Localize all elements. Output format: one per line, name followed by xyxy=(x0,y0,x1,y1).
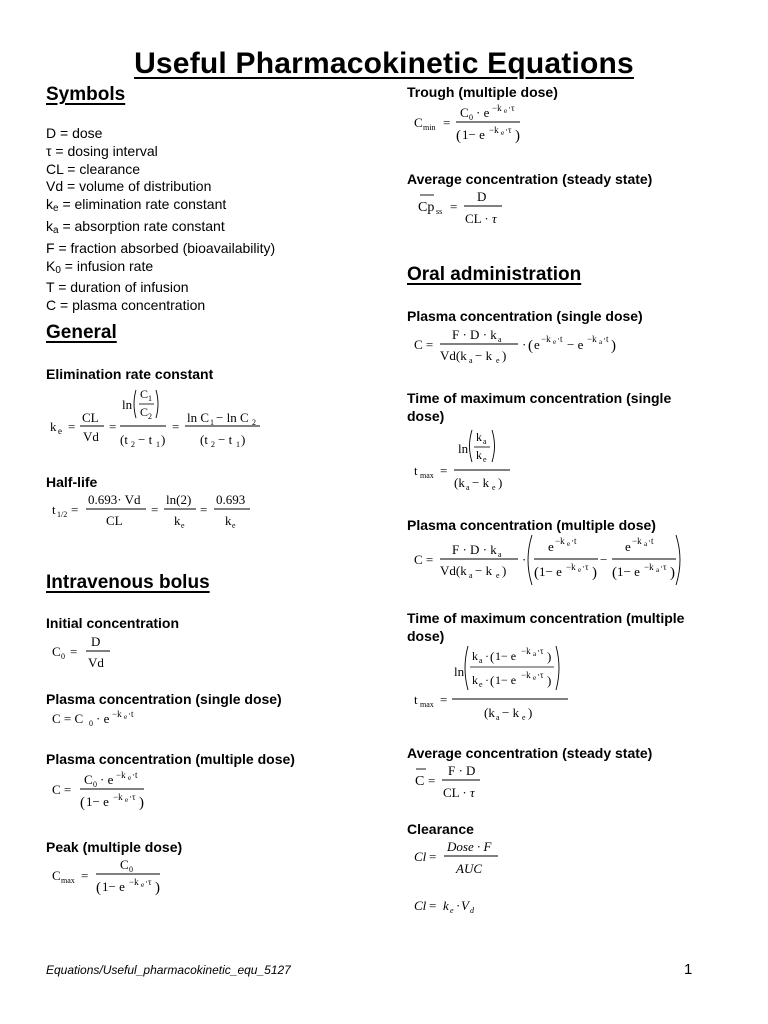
svg-text:(k: (k xyxy=(454,475,465,490)
svg-text:−k: −k xyxy=(112,709,122,719)
svg-text:ln: ln xyxy=(454,664,465,679)
svg-text:d: d xyxy=(470,906,474,915)
svg-text:e: e xyxy=(450,906,454,915)
svg-text:=: = xyxy=(429,898,437,913)
trough-equation xyxy=(412,100,542,150)
svg-text:D: D xyxy=(477,189,487,204)
oral-single-dose-equation xyxy=(412,324,632,368)
svg-text:CL ·: CL · xyxy=(443,785,467,800)
svg-text:τ: τ xyxy=(492,211,497,226)
svg-text:e: e xyxy=(128,774,132,782)
svg-text:0: 0 xyxy=(469,113,473,122)
svg-text:=: = xyxy=(151,502,159,517)
symbol-item xyxy=(46,125,275,143)
svg-text:−k: −k xyxy=(521,670,531,680)
tmax-multiple-equation xyxy=(412,642,582,726)
clearance-equation-2 xyxy=(412,892,502,918)
svg-text:): ) xyxy=(547,649,552,664)
svg-text:): ) xyxy=(670,565,675,581)
svg-text:a: a xyxy=(469,356,473,365)
svg-text:−k: −k xyxy=(116,770,126,780)
svg-text:·: · xyxy=(456,898,461,913)
svg-text:D: D xyxy=(91,634,101,649)
svg-text:2: 2 xyxy=(252,418,256,427)
svg-text:1− e: 1− e xyxy=(86,794,109,809)
svg-text:e: e xyxy=(522,713,526,722)
svg-text:C =: C = xyxy=(52,782,72,797)
oral-single-dose-label: Plasma concentration (single dose) xyxy=(407,308,643,324)
svg-text:): ) xyxy=(502,563,507,578)
oral-heading: Oral administration xyxy=(407,264,582,285)
svg-text:=: = xyxy=(428,773,436,788)
symbol-description: = dose xyxy=(56,125,103,141)
general-heading: General xyxy=(46,322,117,343)
svg-text:1/2: 1/2 xyxy=(57,510,68,519)
svg-text:CL: CL xyxy=(106,513,123,528)
svg-text:e: e xyxy=(496,356,500,365)
svg-text:C =: C = xyxy=(414,552,434,567)
svg-text:e: e xyxy=(534,337,540,352)
page-title: Useful Pharmacokinetic Equations xyxy=(134,47,634,80)
svg-text:=: = xyxy=(71,502,79,517)
svg-text:−k: −k xyxy=(632,536,642,546)
svg-text:2: 2 xyxy=(148,412,152,421)
svg-text:(: ( xyxy=(490,649,495,664)
svg-text:C: C xyxy=(415,774,425,789)
svg-text:·: · xyxy=(485,673,489,687)
svg-text:1: 1 xyxy=(210,418,214,427)
oral-multiple-dose-equation xyxy=(412,532,692,588)
svg-text:0.693· Vd: 0.693· Vd xyxy=(88,492,141,507)
svg-text:C: C xyxy=(140,405,149,419)
svg-text:Cl: Cl xyxy=(414,898,427,913)
svg-text:·τ: ·τ xyxy=(505,125,512,135)
svg-text:·t: ·t xyxy=(128,709,134,719)
svg-text:·t: ·t xyxy=(603,334,609,344)
symbols-list xyxy=(46,125,275,315)
symbol-item xyxy=(46,178,275,196)
symbol-description: = clearance xyxy=(63,160,141,177)
svg-text:−k: −k xyxy=(555,536,565,546)
trough-label: Trough (multiple dose) xyxy=(407,84,558,100)
svg-text:1: 1 xyxy=(156,440,160,449)
svg-text:Cp: Cp xyxy=(418,200,435,215)
svg-text:C: C xyxy=(460,105,469,120)
symbol-subscript: 0 xyxy=(55,264,61,276)
svg-text:(: ( xyxy=(96,880,101,896)
svg-text:C = C: C = C xyxy=(52,711,84,726)
svg-text:e: e xyxy=(483,455,487,464)
svg-text:CL: CL xyxy=(82,410,99,425)
svg-text:e: e xyxy=(501,129,505,137)
iv-multiple-dose-label: Plasma concentration (multiple dose) xyxy=(46,751,295,767)
svg-text:(t: (t xyxy=(200,432,208,447)
svg-text:=: = xyxy=(109,419,117,434)
svg-text:max: max xyxy=(61,876,75,885)
symbol-name: CL xyxy=(46,160,64,177)
clearance-label: Clearance xyxy=(407,821,474,837)
svg-text:− k: − k xyxy=(502,705,520,720)
svg-text:CL ·: CL · xyxy=(465,211,489,226)
svg-text:−: − xyxy=(600,552,608,567)
symbol-name: k xyxy=(46,217,53,234)
svg-text:− ln C: − ln C xyxy=(216,410,249,425)
svg-text:1− e: 1− e xyxy=(495,673,517,687)
svg-text:(: ( xyxy=(612,565,617,581)
svg-text:C: C xyxy=(52,644,61,659)
svg-text:·τ: ·τ xyxy=(537,646,544,656)
svg-text:(k: (k xyxy=(484,705,495,720)
symbol-name: F xyxy=(46,239,55,256)
svg-text:−k: −k xyxy=(566,562,576,572)
symbol-name: Vd xyxy=(46,178,64,195)
svg-text:ln: ln xyxy=(458,441,469,456)
svg-text:t: t xyxy=(414,692,418,707)
tmax-multiple-label xyxy=(407,609,684,645)
svg-text:·: · xyxy=(522,337,527,352)
page-number: 1 xyxy=(684,961,693,978)
svg-text:0: 0 xyxy=(93,780,97,789)
svg-text:Vd(k: Vd(k xyxy=(440,348,467,363)
svg-text:(: ( xyxy=(80,795,85,811)
oral-avg-concentration-equation xyxy=(412,760,512,804)
symbol-description: = dosing interval xyxy=(51,142,158,159)
elimination-rate-equation xyxy=(48,384,278,454)
svg-text:(: ( xyxy=(456,128,461,144)
svg-text:k: k xyxy=(472,673,478,687)
iv-bolus-heading: Intravenous bolus xyxy=(46,572,210,593)
svg-text:−k: −k xyxy=(492,103,502,113)
svg-text:e: e xyxy=(124,713,128,721)
symbol-description: = elimination rate constant xyxy=(58,196,227,213)
svg-text:=: = xyxy=(429,849,437,864)
svg-text:·t: ·t xyxy=(571,536,577,546)
svg-text:): ) xyxy=(498,475,503,490)
svg-text:e: e xyxy=(553,338,557,346)
svg-text:·τ: ·τ xyxy=(660,562,667,572)
symbol-name: D xyxy=(46,125,57,141)
symbol-description: = duration of infusion xyxy=(54,279,189,296)
svg-text:AUC: AUC xyxy=(456,861,482,876)
symbol-item xyxy=(46,279,275,297)
svg-text:=: = xyxy=(70,644,78,659)
tmax-single-label xyxy=(407,389,671,425)
svg-text:): ) xyxy=(502,348,507,363)
svg-text:−k: −k xyxy=(587,334,597,344)
svg-text:2: 2 xyxy=(131,440,135,449)
svg-text:C: C xyxy=(52,868,61,883)
symbols-heading: Symbols xyxy=(46,84,126,105)
svg-text:−k: −k xyxy=(129,877,139,887)
svg-text:a: a xyxy=(479,656,483,665)
svg-text:· e: · e xyxy=(476,105,490,120)
svg-text:a: a xyxy=(498,550,502,559)
symbol-item xyxy=(46,297,275,315)
svg-text:=: = xyxy=(450,199,458,214)
half-life-label: Half-life xyxy=(46,474,98,490)
symbol-item xyxy=(46,218,275,240)
clearance-equation-1 xyxy=(412,836,522,880)
elimination-rate-label: Elimination rate constant xyxy=(46,366,214,382)
svg-text:− e: − e xyxy=(567,337,584,352)
svg-text:): ) xyxy=(139,795,144,811)
svg-text:): ) xyxy=(161,432,166,447)
svg-text:Vd: Vd xyxy=(83,429,99,444)
svg-text:− k: − k xyxy=(475,348,493,363)
svg-text:e: e xyxy=(125,796,129,804)
svg-text:k: k xyxy=(50,419,57,434)
symbol-name: T xyxy=(46,279,55,296)
svg-text:(t: (t xyxy=(120,432,128,447)
avg-concentration-equation xyxy=(414,186,514,230)
svg-text:·τ: ·τ xyxy=(582,562,589,572)
svg-text:1: 1 xyxy=(236,440,240,449)
symbol-item xyxy=(46,258,275,280)
svg-text:C =: C = xyxy=(414,337,434,352)
svg-text:t: t xyxy=(414,463,418,478)
svg-text:0: 0 xyxy=(129,865,133,874)
svg-text:=: = xyxy=(68,419,76,434)
svg-text:0: 0 xyxy=(61,652,65,661)
svg-text:e: e xyxy=(548,539,554,554)
svg-text:k: k xyxy=(225,513,232,528)
svg-text:k: k xyxy=(476,430,482,444)
svg-text:e: e xyxy=(496,571,500,580)
svg-text:C: C xyxy=(414,115,423,130)
svg-text:C: C xyxy=(120,857,129,872)
symbol-description: = plasma concentration xyxy=(56,297,206,314)
svg-text:ln: ln xyxy=(122,397,133,412)
svg-text:a: a xyxy=(466,483,470,492)
svg-text:·: · xyxy=(522,552,527,567)
svg-text:0.693: 0.693 xyxy=(216,492,246,507)
svg-text:1: 1 xyxy=(148,394,152,403)
symbol-description: = volume of distribution xyxy=(63,178,212,195)
svg-text:1− e: 1− e xyxy=(617,564,640,579)
svg-text:=: = xyxy=(440,463,448,478)
svg-text:a: a xyxy=(498,335,502,344)
svg-text:): ) xyxy=(155,880,160,896)
svg-text:1− e: 1− e xyxy=(495,649,517,663)
svg-text:F · D: F · D xyxy=(448,763,476,778)
svg-text:max: max xyxy=(420,471,434,480)
symbol-description: = absorption rate constant xyxy=(58,217,225,234)
svg-text:=: = xyxy=(81,868,89,883)
symbol-subscript: a xyxy=(53,224,59,236)
svg-text:F · D · k: F · D · k xyxy=(452,327,497,342)
svg-text:2: 2 xyxy=(211,440,215,449)
svg-text:− t: − t xyxy=(218,432,233,447)
svg-text:−k: −k xyxy=(113,792,123,802)
symbol-name: k xyxy=(46,196,53,213)
half-life-equation xyxy=(50,488,260,532)
symbol-name: K xyxy=(46,257,56,274)
tmax-multiple-label-line2: dose) xyxy=(407,628,445,644)
svg-text:max: max xyxy=(420,700,434,709)
svg-text:): ) xyxy=(611,338,616,354)
svg-text:·τ: ·τ xyxy=(129,792,136,802)
svg-text:e: e xyxy=(479,680,483,689)
peak-label: Peak (multiple dose) xyxy=(46,839,183,855)
symbol-item xyxy=(46,196,275,218)
iv-single-dose-equation xyxy=(50,706,170,730)
svg-text:C: C xyxy=(140,387,149,401)
symbol-subscript: e xyxy=(53,203,59,215)
svg-text:· e: · e xyxy=(96,711,110,726)
svg-text:e: e xyxy=(625,539,631,554)
svg-text:· e: · e xyxy=(100,772,114,787)
svg-text:−k: −k xyxy=(541,334,551,344)
initial-concentration-equation xyxy=(50,630,130,674)
svg-text:=: = xyxy=(200,502,208,517)
oral-avg-concentration-label: Average concentration (steady state) xyxy=(407,745,653,761)
svg-text:− t: − t xyxy=(138,432,153,447)
svg-text:e: e xyxy=(58,426,62,436)
svg-text:min: min xyxy=(423,123,436,132)
svg-text:e: e xyxy=(533,674,537,682)
svg-text:k: k xyxy=(476,448,482,462)
svg-text:e: e xyxy=(504,107,508,115)
svg-text:): ) xyxy=(241,432,246,447)
svg-text:=: = xyxy=(440,692,448,707)
svg-text:a: a xyxy=(469,571,473,580)
svg-text:τ: τ xyxy=(470,785,475,800)
svg-text:Vd: Vd xyxy=(88,655,104,670)
svg-text:k: k xyxy=(174,513,181,528)
svg-text:·τ: ·τ xyxy=(145,877,152,887)
svg-text:−k: −k xyxy=(489,125,499,135)
tmax-multiple-label-line1: Time of maximum concentration (multiple xyxy=(407,610,685,626)
footer-path: Equations/Useful_pharmacokinetic_equ_5127 xyxy=(46,963,291,977)
tmax-single-label-line1: Time of maximum concentration (single xyxy=(407,390,672,406)
svg-text:a: a xyxy=(483,437,487,446)
svg-text:1− e: 1− e xyxy=(539,564,562,579)
svg-text:): ) xyxy=(547,673,552,688)
svg-text:·t: ·t xyxy=(132,770,138,780)
symbol-item xyxy=(46,240,275,258)
svg-text:−k: −k xyxy=(521,646,531,656)
svg-text:(: ( xyxy=(534,565,539,581)
iv-multiple-dose-equation xyxy=(50,768,170,818)
peak-equation xyxy=(50,854,180,902)
svg-text:− k: − k xyxy=(472,475,490,490)
svg-text:− k: − k xyxy=(475,563,493,578)
svg-text:): ) xyxy=(592,565,597,581)
svg-text:Dose · F: Dose · F xyxy=(447,839,492,854)
symbol-name: C xyxy=(46,297,57,314)
svg-text:ss: ss xyxy=(436,207,443,216)
svg-text:e: e xyxy=(567,540,571,548)
svg-text:·τ: ·τ xyxy=(537,670,544,680)
svg-text:e: e xyxy=(232,521,236,530)
svg-text:0: 0 xyxy=(89,719,93,728)
svg-text:a: a xyxy=(496,713,500,722)
svg-text:ln(2): ln(2) xyxy=(166,492,192,507)
tmax-single-equation xyxy=(412,424,522,496)
svg-text:): ) xyxy=(528,705,533,720)
svg-text:k: k xyxy=(443,898,449,913)
symbol-item xyxy=(46,143,275,161)
svg-text:e: e xyxy=(181,521,185,530)
initial-concentration-label: Initial concentration xyxy=(46,615,180,631)
svg-text:(: ( xyxy=(528,338,533,354)
svg-text:1− e: 1− e xyxy=(462,127,485,142)
svg-text:k: k xyxy=(472,649,478,663)
svg-text:Vd(k: Vd(k xyxy=(440,563,467,578)
symbol-description: = fraction absorbed (bioavailability) xyxy=(54,239,276,256)
iv-single-dose-label: Plasma concentration (single dose) xyxy=(46,691,282,707)
svg-text:F · D · k: F · D · k xyxy=(452,542,497,557)
svg-text:ln C: ln C xyxy=(187,410,210,425)
svg-text:a: a xyxy=(656,566,660,574)
svg-text:e: e xyxy=(578,566,582,574)
symbol-item xyxy=(46,161,275,179)
svg-text:=: = xyxy=(443,115,451,130)
symbol-description: = infusion rate xyxy=(60,257,154,274)
svg-text:−k: −k xyxy=(644,562,654,572)
svg-text:a: a xyxy=(599,338,603,346)
svg-text:·: · xyxy=(485,649,489,663)
svg-text:a: a xyxy=(644,540,648,548)
svg-text:·τ: ·τ xyxy=(508,103,515,113)
svg-text:): ) xyxy=(515,128,520,144)
svg-text:e: e xyxy=(492,483,496,492)
svg-text:a: a xyxy=(533,650,537,658)
svg-text:t: t xyxy=(52,502,56,517)
svg-text:C: C xyxy=(84,772,93,787)
svg-text:(: ( xyxy=(490,673,495,688)
symbol-name: τ xyxy=(46,142,52,159)
svg-text:·t: ·t xyxy=(557,334,563,344)
svg-text:1− e: 1− e xyxy=(102,879,125,894)
svg-text:Cl: Cl xyxy=(414,849,427,864)
svg-text:e: e xyxy=(141,881,145,889)
svg-text:=: = xyxy=(172,419,180,434)
oral-multiple-dose-label: Plasma concentration (multiple dose) xyxy=(407,517,656,533)
tmax-single-label-line2: dose) xyxy=(407,408,445,424)
svg-text:V: V xyxy=(461,898,469,913)
avg-concentration-label: Average concentration (steady state) xyxy=(407,171,653,187)
svg-text:·t: ·t xyxy=(648,536,654,546)
